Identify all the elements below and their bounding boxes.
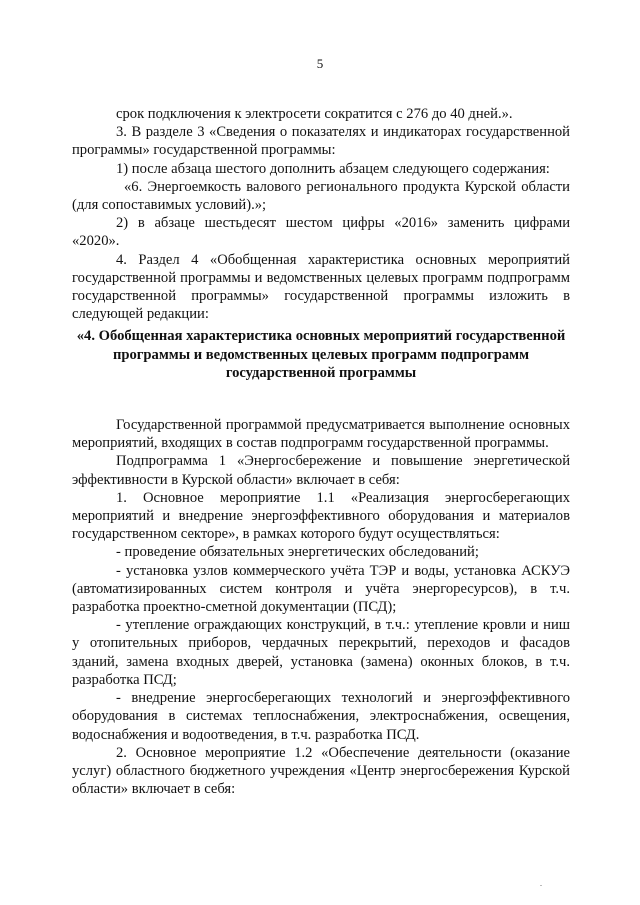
paragraph: 1) после абзаца шестого дополнить абзацем следующего содержания: (116, 160, 550, 177)
document-body (72, 105, 570, 798)
list-item: - внедрение энергосберегающих технологий и энергоэффективного оборудования в системах теплоснабжения, электроснабжения, освещения, водоснабжения и водоотведения, в т.ч. разработка ПСД. (72, 690, 570, 743)
paragraph: 2. Основное мероприятие 1.2 «Обеспечение деятельности (оказание услуг) областного бюджетного учреждения «Центр энергосбережения Курской области» включает в себя: (72, 744, 570, 798)
paragraph: срок подключения к электросети сократится с 276 до 40 дней.». (116, 106, 513, 122)
section-heading: «4. Обобщенная характеристика основных мероприятий государственной программы и ведомственных целевых программ подпрограмм государственной программы (76, 328, 566, 381)
list-item: - установка узлов коммерческого учёта ТЭР и воды, установка АСКУЭ (автоматизированных систем контроля и учёта энергоресурсов), в т.ч. разработка проектно-сметной документации (ПСД); (72, 562, 570, 616)
paragraph: Государственной программой предусматривается выполнение основных мероприятий, входящих в состав подпрограмм государственной программы. (72, 417, 570, 452)
paragraph: 1. Основное мероприятие 1.1 «Реализация энергосберегающих мероприятий и внедрение энергоэффективного оборудования и материалов государственном секторе», в рамках которого будут осуществляться: (72, 489, 570, 543)
list-item: - проведение обязательных энергетических обследований; (116, 544, 479, 561)
paragraph: «6. Энергоемкость валового регионального продукта Курской области (для сопоставимых условий).»; (72, 178, 570, 214)
scan-speck (540, 885, 542, 886)
paragraph: 2) в абзаце шестьдесят шестом цифры «2016» заменить цифрами «2020». (72, 215, 570, 250)
paragraph: 4. Раздел 4 «Обобщенная характеристика основных мероприятий государственной программы и ведомственных целевых программ подпрограмм государственной программы» государственной программы изложить в следующей редакции: (72, 251, 570, 323)
paragraph: Подпрограмма 1 «Энергосбережение и повышение энергетической эффективности в Курской области» включает в себя: (72, 453, 570, 488)
paragraph: 3. В разделе 3 «Сведения о показателях и индикаторах государственной программы» государственной программы: (72, 124, 570, 159)
spacer (72, 382, 570, 416)
page-number: 5 (316, 56, 324, 71)
list-item: - утепление ограждающих конструкций, в т.ч.: утепление кровли и ниш у отопительных приборов, чердачных перекрытий, переходов и фасадов зданий, замена входных дверей, установка (замена) оконных блоков, в т.ч. разработка ПСД; (72, 617, 570, 688)
